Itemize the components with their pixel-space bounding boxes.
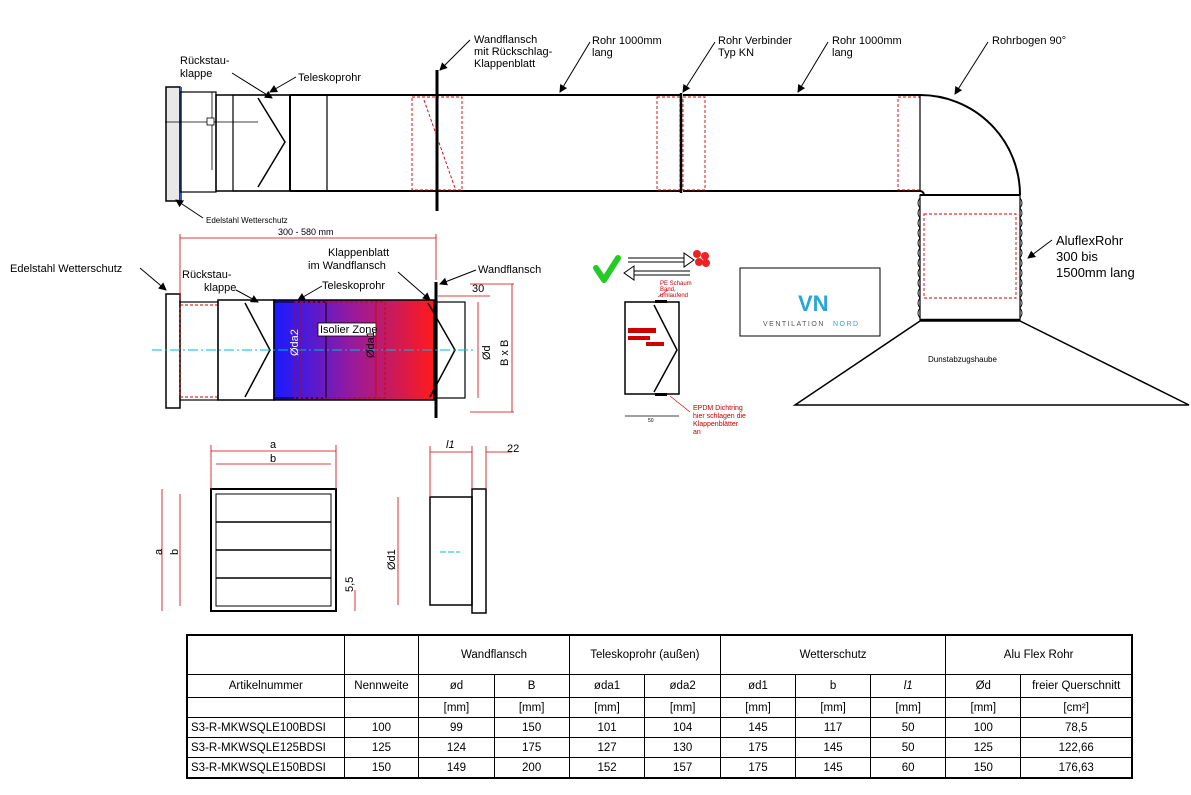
cell: 117 [796, 718, 871, 738]
col-header: B [494, 675, 569, 698]
label-rohr-verbinder: Rohr Verbinder Typ KN [718, 35, 792, 59]
cell: 50 [871, 718, 946, 738]
top-elbow [920, 95, 1020, 195]
unit-cell: [mm] [569, 698, 645, 718]
label-teleskoprohr-mid: Teleskoprohr [322, 280, 385, 292]
top-flap [216, 95, 290, 191]
label-wetterschutz-mid: Edelstahl Wetterschutz [10, 263, 123, 275]
empty-cell [344, 635, 419, 675]
col-header: øda1 [569, 675, 645, 698]
dim-a-top: a [270, 439, 277, 451]
cell: 122,66 [1021, 738, 1132, 758]
dim-b-top: b [270, 453, 277, 465]
cell: 100 [344, 718, 419, 738]
label-wandflansch-top: Wandflansch mit Rückschlag-Klappenblatt [474, 34, 553, 70]
spec-table [186, 634, 1133, 779]
label-rohr-1000-a: Rohr 1000mm lang [592, 35, 662, 59]
cell: 100 [946, 718, 1021, 738]
cell: 150 [344, 758, 419, 779]
top-weather-cap [166, 87, 180, 201]
cell: 78,5 [1021, 718, 1132, 738]
dim-a-side: a [153, 548, 165, 555]
cell: 130 [645, 738, 721, 758]
dim-oda2: Øda2 [289, 329, 301, 356]
group-header: Alu Flex Rohr [946, 635, 1132, 675]
logo-mark: VN [798, 291, 829, 316]
label-rohrbogen: Rohrbogen 90° [992, 35, 1067, 47]
dim-50: 50 [648, 418, 654, 424]
col-header: freier Querschnitt [1021, 675, 1132, 698]
unit-cell: [mm] [494, 698, 569, 718]
group-header: Wetterschutz [720, 635, 945, 675]
cell: 104 [645, 718, 721, 738]
flap-detail-body [625, 302, 679, 394]
cell: 50 [871, 738, 946, 758]
label-klappenblatt: Klappenblatt im Wandflansch [308, 247, 390, 272]
cell: 150 [494, 718, 569, 738]
table-units-row [187, 698, 1132, 718]
logo-text-right: NORD [833, 321, 860, 328]
unit-cell: [mm] [720, 698, 795, 718]
dim-od1: Ød1 [386, 549, 398, 570]
col-header: Nennweite [344, 675, 419, 698]
cell: S3-R-MKWSQLE150BDSI [187, 758, 344, 779]
cell: 145 [796, 758, 871, 779]
dim-300-580: 300 - 580 mm [278, 227, 334, 237]
cell: 124 [419, 738, 494, 758]
cell: S3-R-MKWSQLE100BDSI [187, 718, 344, 738]
group-header: Teleskoprohr (außen) [569, 635, 720, 675]
flap-detail [596, 250, 746, 436]
col-header: b [796, 675, 871, 698]
cell: 125 [946, 738, 1021, 758]
unit-cell: [mm] [645, 698, 721, 718]
unit-cell [344, 698, 419, 718]
table-row [187, 738, 1132, 758]
table-column-header-row [187, 675, 1132, 698]
label-dunstabzugshaube: Dunstabzugshaube [928, 355, 997, 364]
col-header: Ød [946, 675, 1021, 698]
cell: 175 [720, 758, 795, 779]
empty-cell [187, 635, 344, 675]
unit-cell: [cm²] [1021, 698, 1132, 718]
label-rueckstauklappe-top: Rückstau-klappe [180, 55, 230, 80]
dim-5-5: 5,5 [344, 576, 356, 592]
label-rueckstauklappe-mid: Rückstau-klappe [182, 269, 237, 294]
col-header: ød1 [720, 675, 795, 698]
dim-od-mid: Ød [481, 345, 493, 360]
cell: 149 [419, 758, 494, 779]
company-logo [740, 268, 880, 336]
cell: 101 [569, 718, 645, 738]
dim-30: 30 [472, 283, 485, 295]
middle-assembly [10, 227, 541, 418]
label-rohr-1000-b: Rohr 1000mm lang [832, 35, 902, 59]
cell: 175 [494, 738, 569, 758]
dim-bxb: B x B [499, 339, 511, 366]
grille-side-view [386, 439, 519, 613]
label-pe-schaum: PE Schaum Band, umlaufend [660, 281, 692, 299]
label-epdm: EPDM Dichtring hier schlagen die Klappenblätter an [693, 405, 746, 436]
label-teleskoprohr-top: Teleskoprohr [298, 72, 361, 84]
cell: 175 [720, 738, 795, 758]
cell: S3-R-MKWSQLE125BDSI [187, 738, 344, 758]
label-wetterschutz-top: Edelstahl Wetterschutz [206, 216, 288, 225]
unit-cell: [mm] [419, 698, 494, 718]
cell: 145 [720, 718, 795, 738]
grille-front-view [153, 439, 356, 611]
label-wandflansch-mid: Wandflansch [478, 264, 542, 276]
logo-text-left: VENTILATION [763, 321, 825, 328]
cell: 200 [494, 758, 569, 779]
group-header: Wandflansch [419, 635, 569, 675]
col-header: Artikelnummer [187, 675, 344, 698]
cell: 152 [569, 758, 645, 779]
dim-b-side: b [169, 548, 181, 555]
unit-cell: [mm] [871, 698, 946, 718]
cell: 125 [344, 738, 419, 758]
cell: 150 [946, 758, 1021, 779]
cell: 60 [871, 758, 946, 779]
cross-icon [693, 250, 710, 267]
top-telescope [290, 95, 327, 191]
table-row [187, 758, 1132, 779]
cell: 176,63 [1021, 758, 1132, 779]
check-icon [596, 258, 618, 280]
col-header: ød [419, 675, 494, 698]
cell: 99 [419, 718, 494, 738]
unit-cell [187, 698, 344, 718]
label-isolier-zone: Isolier Zone [320, 324, 378, 336]
dim-l1: l1 [446, 439, 455, 451]
cell: 127 [569, 738, 645, 758]
cell: 157 [645, 758, 721, 779]
unit-cell: [mm] [946, 698, 1021, 718]
col-header: øda2 [645, 675, 721, 698]
unit-cell: [mm] [796, 698, 871, 718]
dim-22: 22 [507, 443, 520, 455]
table-row [187, 718, 1132, 738]
label-aluflex: AluflexRohr 300 bis 1500mm lang [1056, 233, 1135, 280]
cell: 145 [796, 738, 871, 758]
dim-oda1: Øda1 [365, 331, 377, 358]
table-group-header-row [187, 635, 1132, 675]
col-header: l1 [871, 675, 946, 698]
